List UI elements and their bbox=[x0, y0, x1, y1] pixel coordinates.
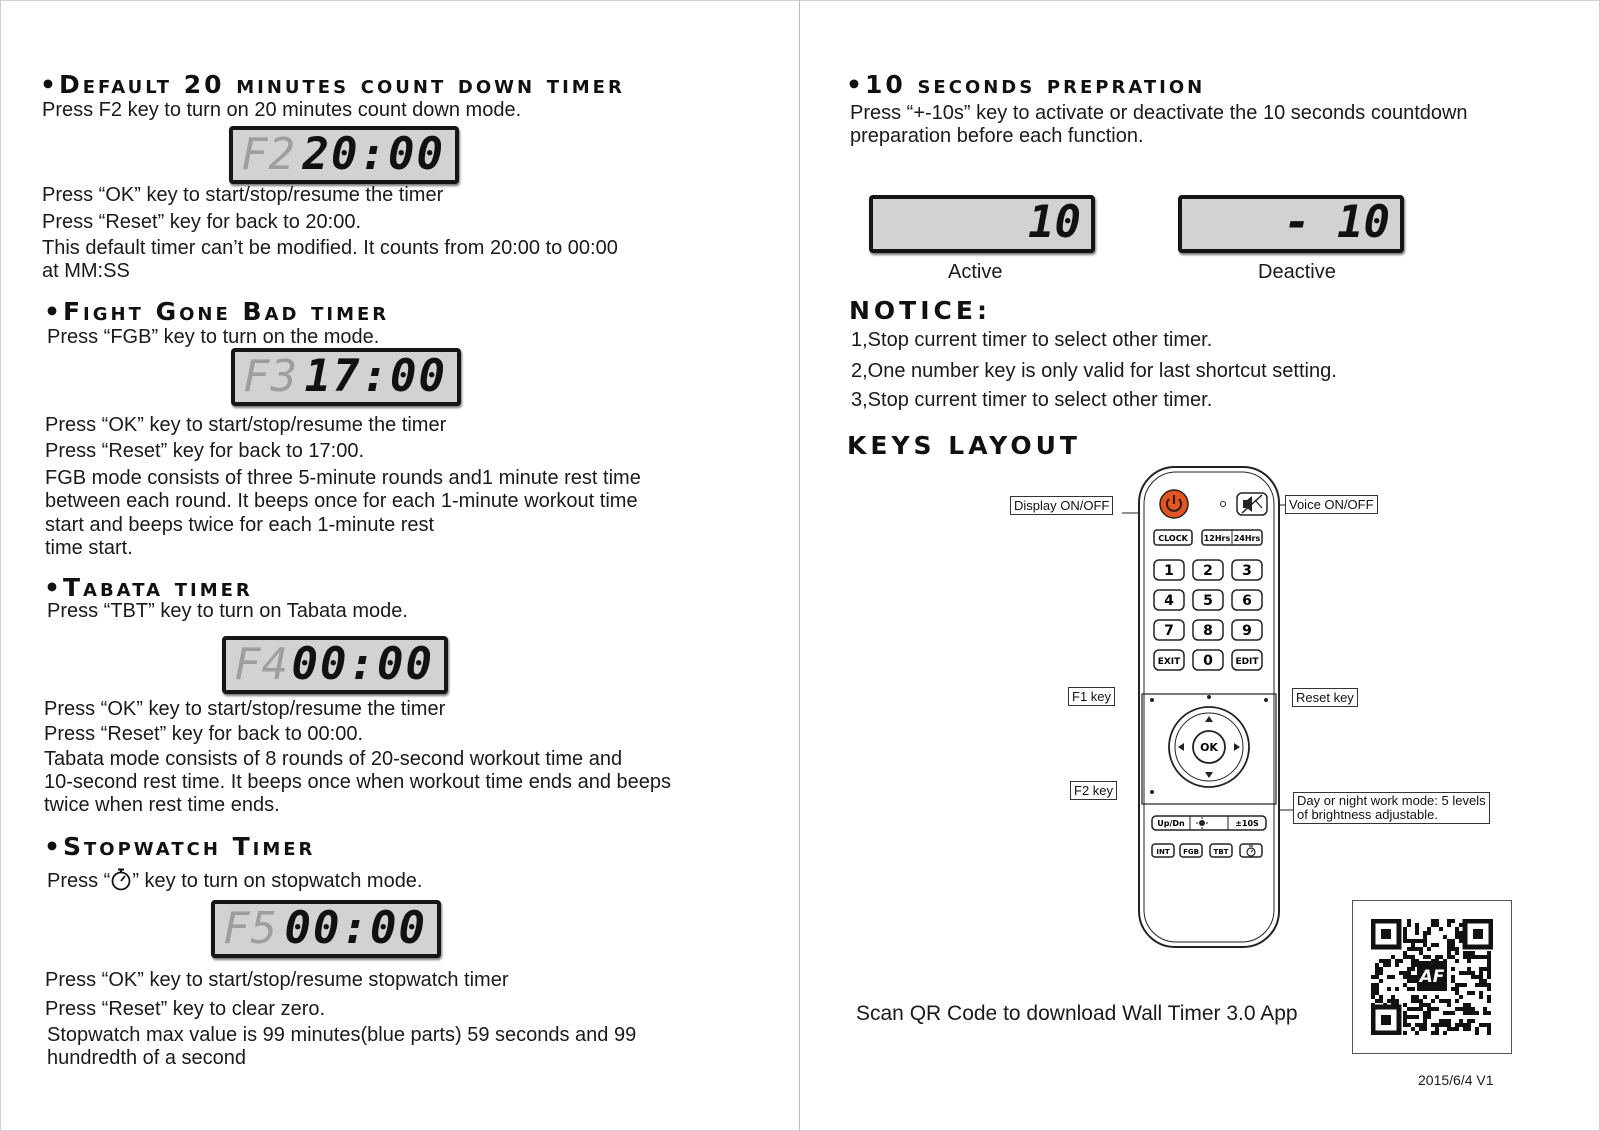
stopwatch-line-4: hundredth of a second bbox=[47, 1047, 247, 1069]
number-key-8[interactable] bbox=[1193, 620, 1223, 640]
section-heading-tabata-timer: •Tabata timer bbox=[44, 573, 253, 602]
int-key[interactable] bbox=[1152, 844, 1174, 857]
section-heading-fgb-timer: •Fight Gone Bad timer bbox=[44, 297, 390, 326]
stopwatch-intro-post: ” key to turn on stopwatch mode. bbox=[132, 870, 423, 892]
qr-caption: Scan QR Code to download Wall Timer 3.0 App bbox=[856, 1002, 1298, 1025]
key-label: 2 bbox=[1203, 563, 1213, 579]
default-timer-line-2: Press “Reset” key for back to 20:00. bbox=[42, 211, 362, 233]
key-label: EXIT bbox=[1157, 657, 1181, 667]
callout-brightness-line-1: Day or night work mode: 5 levels bbox=[1297, 793, 1486, 808]
fgb-line-3: FGB mode consists of three 5-minute rounds and1 minute rest time bbox=[45, 467, 641, 489]
tabata-line-2: Press “Reset” key for back to 00:00. bbox=[44, 723, 364, 745]
stopwatch-key[interactable] bbox=[1240, 844, 1262, 857]
section-heading-10s-prep: •10 seconds prepration bbox=[846, 70, 1206, 99]
plus-minus-10s-label: ±10S bbox=[1235, 819, 1259, 828]
number-key-5[interactable] bbox=[1193, 590, 1223, 610]
key-label: TBT bbox=[1213, 848, 1229, 856]
number-key-4[interactable] bbox=[1154, 590, 1184, 610]
lcd-active-value: 10 bbox=[1028, 197, 1081, 248]
tbt-key[interactable] bbox=[1210, 844, 1232, 857]
prep-line-2: preparation before each function. bbox=[850, 125, 1144, 147]
key-label: 3 bbox=[1242, 563, 1252, 579]
lcd-time: 20:00 bbox=[302, 129, 445, 180]
fgb-line-6: time start. bbox=[45, 537, 133, 559]
key-label: EDIT bbox=[1235, 657, 1259, 667]
key-label: INT bbox=[1156, 848, 1170, 856]
tabata-line-1: Press “OK” key to start/stop/resume the timer bbox=[44, 698, 446, 720]
ok-label: OK bbox=[1200, 741, 1218, 754]
qr-code[interactable] bbox=[1352, 900, 1512, 1054]
caption-deactive: Deactive bbox=[1258, 261, 1336, 283]
tabata-line-5: twice when rest time ends. bbox=[44, 794, 280, 816]
lcd-mode-code: F2 bbox=[241, 129, 296, 180]
lcd-time: 17:00 bbox=[304, 351, 447, 402]
callout-brightness-line-2: of brightness adjustable. bbox=[1297, 807, 1438, 822]
tabata-line-4: 10-second rest time. It beeps once when workout time ends and beeps bbox=[44, 771, 672, 793]
number-key-7[interactable] bbox=[1154, 620, 1184, 640]
12hrs-label: 12Hrs bbox=[1203, 534, 1231, 543]
key-label: 1 bbox=[1164, 563, 1174, 579]
default-timer-intro: Press F2 key to turn on 20 minutes count down mode. bbox=[42, 99, 522, 121]
number-key-3[interactable] bbox=[1232, 560, 1262, 580]
key-label: FGB bbox=[1183, 848, 1199, 856]
fgb-line-4: between each round. It beeps once for each 1-minute workout time bbox=[45, 490, 638, 512]
prep-line-1: Press “+-10s” key to activate or deactivate the 10 seconds countdown bbox=[850, 102, 1468, 124]
callout-f2-key: F2 key bbox=[1070, 781, 1117, 800]
24hrs-label: 24Hrs bbox=[1233, 534, 1261, 543]
qr-logo-label: AF bbox=[1419, 967, 1445, 987]
callout-display-on-off: Display ON/OFF bbox=[1010, 496, 1113, 515]
number-key-0[interactable] bbox=[1193, 650, 1223, 670]
stopwatch-line-2: Press “Reset” key to clear zero. bbox=[45, 998, 326, 1020]
stopwatch-intro-pre: Press “ bbox=[47, 870, 111, 892]
number-key-2[interactable] bbox=[1193, 560, 1223, 580]
number-key-1[interactable] bbox=[1154, 560, 1184, 580]
callout-reset-key: Reset key bbox=[1292, 688, 1358, 707]
up-down-label: Up/Dn bbox=[1157, 819, 1185, 828]
remote-control bbox=[1138, 466, 1280, 948]
fgb-intro: Press “FGB” key to turn on the mode. bbox=[47, 326, 380, 348]
fgb-key[interactable] bbox=[1180, 844, 1202, 857]
lcd-deactive-value: - 10 bbox=[1284, 197, 1390, 248]
default-timer-line-3: This default timer can’t be modified. It counts from 20:00 to 00:00 bbox=[42, 237, 618, 259]
key-label: 4 bbox=[1164, 593, 1174, 609]
lcd-mode-code: F3 bbox=[243, 351, 298, 402]
number-key-9[interactable] bbox=[1232, 620, 1262, 640]
notice-heading: NOTICE: bbox=[849, 296, 991, 325]
key-label: 0 bbox=[1203, 653, 1213, 669]
fgb-line-5: start and beeps twice for each 1-minute rest bbox=[45, 514, 435, 536]
edit-key[interactable] bbox=[1232, 650, 1262, 670]
12-24-hours-button[interactable] bbox=[1202, 530, 1262, 545]
stopwatch-line-1: Press “OK” key to start/stop/resume stopwatch timer bbox=[45, 969, 509, 991]
lcd-time: 00:00 bbox=[284, 903, 427, 954]
number-key-6[interactable] bbox=[1232, 590, 1262, 610]
notice-item-3: 3,Stop current timer to select other timer. bbox=[851, 389, 1213, 411]
fgb-line-2: Press “Reset” key for back to 17:00. bbox=[45, 440, 365, 462]
clock-label: CLOCK bbox=[1158, 534, 1188, 543]
version-date: 2015/6/4 V1 bbox=[1418, 1072, 1494, 1088]
clock-button[interactable] bbox=[1154, 530, 1192, 545]
exit-key[interactable] bbox=[1154, 650, 1184, 670]
key-label: 6 bbox=[1242, 593, 1252, 609]
fgb-line-1: Press “OK” key to start/stop/resume the timer bbox=[45, 414, 447, 436]
tabata-line-3: Tabata mode consists of 8 rounds of 20-second workout time and bbox=[44, 748, 623, 770]
key-label: 9 bbox=[1242, 623, 1252, 639]
notice-item-2: 2,One number key is only valid for last shortcut setting. bbox=[851, 360, 1337, 382]
caption-active: Active bbox=[948, 261, 1003, 283]
up-down-brightness-10s-row[interactable] bbox=[1152, 816, 1266, 830]
lcd-mode-code: F4 bbox=[234, 639, 289, 690]
default-timer-line-4: at MM:SS bbox=[42, 260, 130, 282]
keys-layout-heading: KEYS LAYOUT bbox=[847, 431, 1081, 460]
callout-f1-key: F1 key bbox=[1068, 687, 1115, 706]
section-heading-default-timer: •Default 20 minutes count down timer bbox=[40, 70, 625, 99]
default-timer-line-1: Press “OK” key to start/stop/resume the timer bbox=[42, 184, 444, 206]
qr-code-pattern bbox=[1371, 919, 1493, 1035]
notice-item-1: 1,Stop current timer to select other timer. bbox=[851, 329, 1213, 351]
key-label: 8 bbox=[1203, 623, 1213, 639]
lcd-time: 00:00 bbox=[291, 639, 434, 690]
lcd-mode-code: F5 bbox=[223, 903, 278, 954]
callout-brightness bbox=[1293, 792, 1490, 824]
callout-voice-on-off: Voice ON/OFF bbox=[1285, 495, 1378, 514]
tabata-intro: Press “TBT” key to turn on Tabata mode. bbox=[47, 600, 408, 622]
key-label: 5 bbox=[1203, 593, 1213, 609]
section-heading-stopwatch-timer: •Stopwatch Timer bbox=[44, 832, 316, 861]
stopwatch-line-3: Stopwatch max value is 99 minutes(blue parts) 59 seconds and 99 bbox=[47, 1024, 637, 1046]
key-label: 7 bbox=[1164, 623, 1174, 639]
